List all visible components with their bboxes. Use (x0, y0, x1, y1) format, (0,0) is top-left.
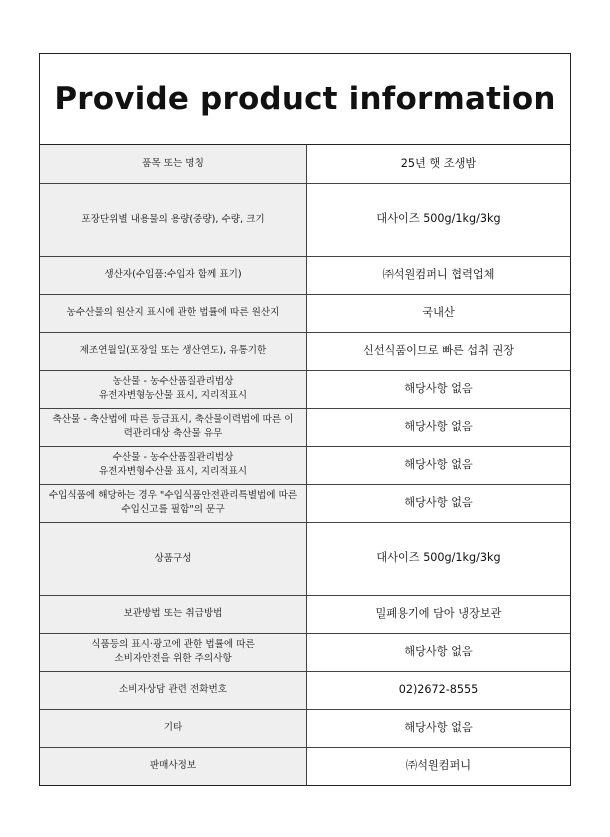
row-label: 생산자(수입품:수입자 함께 표기) (40, 256, 307, 294)
table-row (40, 671, 570, 709)
table-row (40, 522, 570, 595)
row-label: 상품구성 (40, 522, 307, 595)
table-row (40, 446, 570, 484)
row-label-line: 축산물 - 축산법에 따른 등급표시, 축산물이력법에 따른 이 (52, 414, 294, 426)
table-row (40, 332, 570, 370)
row-label-line: 수입신고를 필함"의 문구 (121, 504, 225, 515)
row-label: 농수산물의 원산지 표시에 관한 법률에 따른 원산지 (40, 294, 307, 332)
row-label: 판매사정보 (40, 747, 307, 785)
product-info-sheet (39, 53, 571, 786)
table-row (40, 370, 570, 408)
row-label: 품목 또는 명칭 (40, 145, 307, 183)
row-value: ㈜석원컴퍼니 (307, 747, 571, 785)
table-row (40, 747, 570, 785)
row-label (40, 370, 307, 408)
table-row (40, 145, 570, 183)
table-row (40, 595, 570, 633)
row-label (40, 446, 307, 484)
row-label: 보관방법 또는 취급방법 (40, 595, 307, 633)
table-row (40, 408, 570, 446)
row-value: 대사이즈 500g/1kg/3kg (307, 183, 571, 256)
row-value: 대사이즈 500g/1kg/3kg (307, 522, 571, 595)
row-value: 25년 햇 조생밤 (307, 145, 571, 183)
table-row (40, 294, 570, 332)
row-label-line: 소비자안전을 위한 주의사항 (114, 653, 232, 664)
row-value: 해당사항 없음 (307, 633, 571, 671)
table-row (40, 709, 570, 747)
table-row (40, 633, 570, 671)
table-row (40, 183, 570, 256)
row-value: 밀폐용기에 담아 냉장보관 (307, 595, 571, 633)
row-value: 해당사항 없음 (307, 484, 571, 522)
row-label-line: 유전자변형농산물 표시, 지리적표시 (98, 390, 248, 401)
row-label: 소비자상담 관련 전화번호 (40, 671, 307, 709)
row-label: 제조연월일(포장일 또는 생산연도), 유통기한 (40, 332, 307, 370)
row-label (40, 408, 307, 446)
table-row (40, 484, 570, 522)
row-label: 포장단위별 내용물의 용량(중량), 수량, 크기 (40, 183, 307, 256)
row-label-line: 유전자변형수산물 표시, 지리적표시 (98, 466, 248, 477)
row-value: 해당사항 없음 (307, 408, 571, 446)
row-value: ㈜석원컴퍼니 협력업체 (307, 256, 571, 294)
row-label-line: 수입식품에 해당하는 경우 "수입식품안전관리특별법에 따른 (48, 490, 298, 502)
row-label-line: 수산물 - 농수산품질관리법상 (112, 452, 234, 464)
row-label-line: 식품등의 표시·광고에 관한 법률에 따른 (91, 639, 255, 651)
row-value: 해당사항 없음 (307, 709, 571, 747)
row-label (40, 633, 307, 671)
page-title: Provide product information (40, 54, 570, 145)
row-value: 02)2672-8555 (307, 671, 571, 709)
row-value: 해당사항 없음 (307, 446, 571, 484)
row-label (40, 484, 307, 522)
product-info-table (40, 145, 570, 785)
row-value: 국내산 (307, 294, 571, 332)
table-row (40, 256, 570, 294)
row-label-line: 농산물 - 농수산품질관리법상 (112, 376, 234, 388)
row-label: 기타 (40, 709, 307, 747)
row-value: 신선식품이므로 빠른 섭취 권장 (307, 332, 571, 370)
row-value: 해당사항 없음 (307, 370, 571, 408)
row-label-line: 력관리대상 축산물 유무 (123, 428, 223, 439)
